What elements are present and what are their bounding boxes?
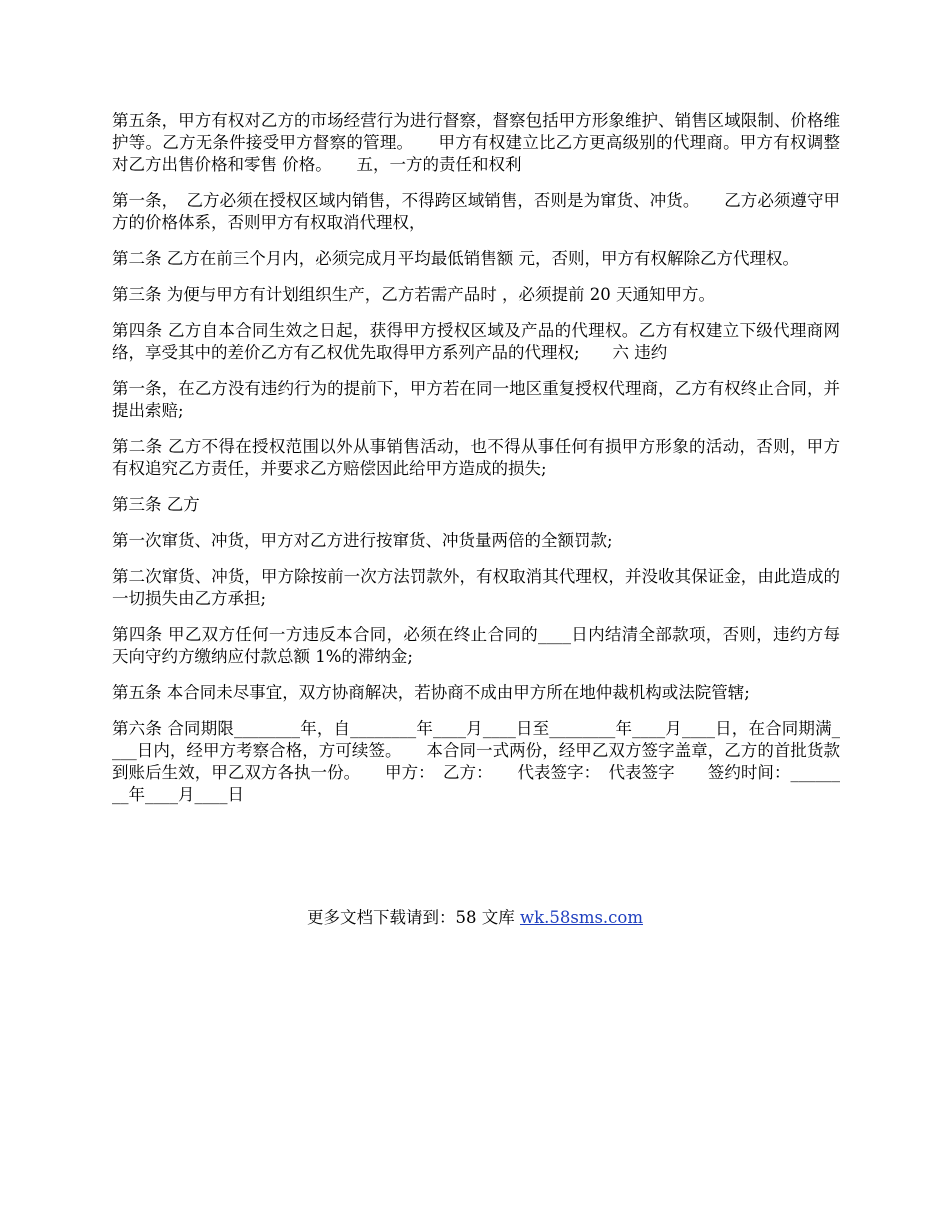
paragraph-breach-article-3: 第三条 乙方 bbox=[112, 495, 200, 514]
paragraph-first-offense: 第一次窜货、冲货，甲方对乙方进行按窜货、冲货量两倍的全额罚款; bbox=[112, 531, 613, 550]
footer-text: 更多文档下载请到：58 文库 bbox=[306, 908, 520, 927]
paragraph-breach-article-4: 第四条 甲乙双方任何一方违反本合同，必须在终止合同的____日内结清全部款项，否则，违约方每天向守约方缴纳应付款总额 1%的滞纳金; bbox=[112, 625, 840, 666]
document-body bbox=[112, 110, 840, 820]
paragraph-breach-article-2: 第二条 乙方不得在授权范围以外从事销售活动，也不得从事任何有损甲方形象的活动，否则，甲方有权追究乙方责任，并要求乙方赔偿因此给甲方造成的损失; bbox=[112, 437, 840, 478]
paragraph-article-4-agency-rights: 第四条 乙方自本合同生效之日起，获得甲方授权区域及产品的代理权。乙方有权建立下级代理商网络，享受其中的差价乙方有乙权优先取得甲方系列产品的代理权; 六 违约 bbox=[112, 321, 840, 362]
download-footer bbox=[0, 907, 950, 929]
footer-link[interactable]: wk.58sms.com bbox=[519, 908, 643, 927]
paragraph-breach-article-6: 第六条 合同期限________年，自________年____月____日至________年____月____日，在合同期满____日内，经甲方考察合格，方可续签。 本合同一式两份，经甲乙双方签字盖章，乙方的首批货款到账后生效，甲乙双方各执一份。 甲方： 乙方： 代表签字： 代表签字 签约时间：________年____月____日 bbox=[112, 719, 840, 804]
paragraph-second-offense: 第二次窜货、冲货，甲方除按前一次方法罚款外，有权取消其代理权，并没收其保证金，由此造成的一切损失由乙方承担; bbox=[112, 567, 840, 608]
paragraph-article-1-region-sales: 第一条， 乙方必须在授权区域内销售，不得跨区域销售，否则是为窜货、冲货。 乙方必须遵守甲方的价格体系，否则甲方有权取消代理权， bbox=[112, 191, 840, 232]
paragraph-breach-article-5: 第五条 本合同未尽事宜，双方协商解决，若协商不成由甲方所在地仲裁机构或法院管辖; bbox=[112, 683, 750, 702]
paragraph-article-5-supervision: 第五条，甲方有权对乙方的市场经营行为进行督察，督察包括甲方形象维护、销售区域限制、价格维护等。乙方无条件接受甲方督察的管理。 甲方有权建立比乙方更高级别的代理商。甲方有权调整对乙方出售价格和零售 价格。 五，一方的责任和权利 bbox=[112, 111, 840, 174]
paragraph-article-2-min-sales: 第二条 乙方在前三个月内，必须完成月平均最低销售额 元，否则，甲方有权解除乙方代理权。 bbox=[112, 249, 799, 268]
paragraph-article-3-notice: 第三条 为便与甲方有计划组织生产，乙方若需产品时 ，必须提前 20 天通知甲方。 bbox=[112, 285, 715, 304]
paragraph-breach-article-1: 第一条，在乙方没有违约行为的提前下，甲方若在同一地区重复授权代理商，乙方有权终止合同，并提出索赔; bbox=[112, 379, 840, 420]
